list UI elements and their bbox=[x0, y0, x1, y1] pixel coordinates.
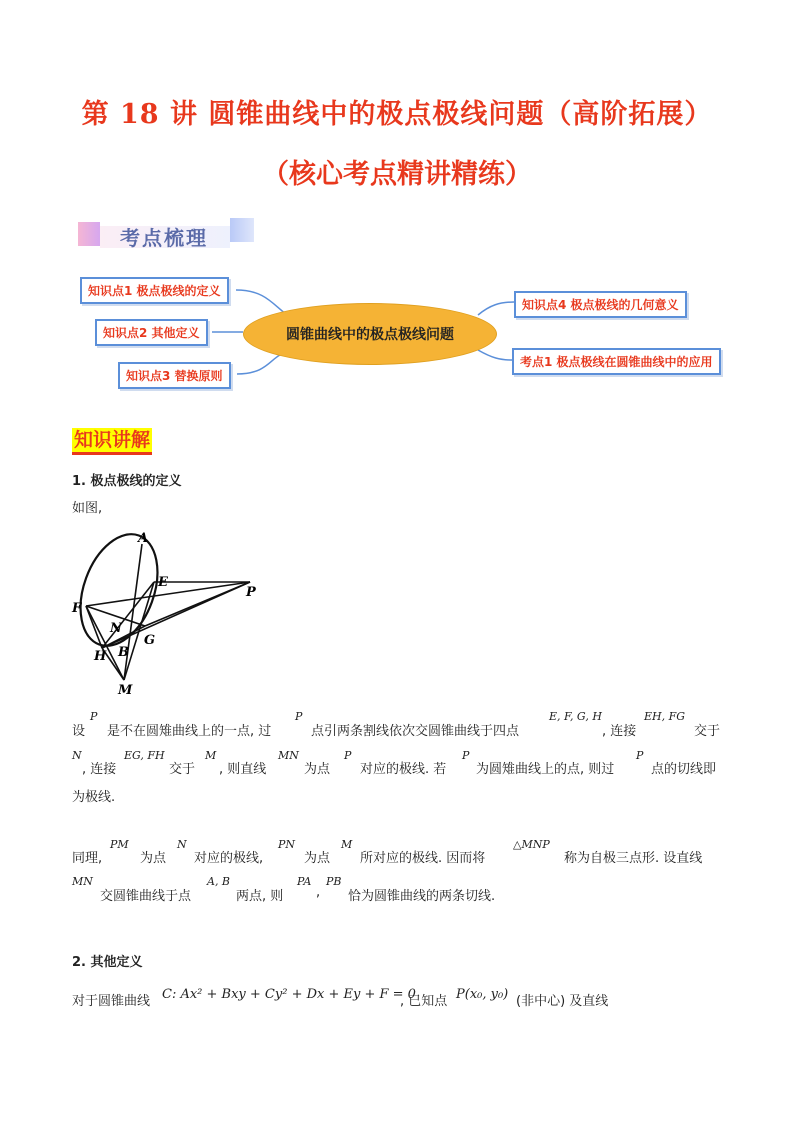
text: , 则直线 bbox=[219, 762, 267, 777]
label-H: H bbox=[94, 649, 107, 664]
text: , 连接 bbox=[602, 724, 637, 739]
text: (非中心) 及直线 bbox=[516, 994, 609, 1009]
text: 交圆锥曲线于点 bbox=[100, 889, 192, 904]
intro-text: 如图, bbox=[72, 501, 103, 516]
text: 为点 bbox=[304, 851, 331, 866]
conic-figure bbox=[66, 530, 266, 700]
math-PN: PN bbox=[278, 838, 296, 851]
text: 对应的极线. 若 bbox=[360, 762, 447, 777]
text: 对于圆锥曲线 bbox=[72, 994, 151, 1009]
section-banner bbox=[78, 218, 258, 252]
text: 为点 bbox=[140, 851, 167, 866]
math-P: P bbox=[90, 710, 98, 723]
math-PB: PB bbox=[326, 875, 342, 888]
text: , 已知点 bbox=[400, 994, 448, 1009]
math-EGFH: EG, FH bbox=[124, 749, 165, 762]
label-B: B bbox=[118, 645, 129, 660]
math-EFGH: E, F, G, H bbox=[549, 710, 602, 723]
mindmap-node-left-2: 知识点2 其他定义 bbox=[95, 319, 208, 346]
math-MN: MN bbox=[72, 875, 93, 888]
mindmap-node-right-2: 考点1 极点极线在圆锥曲线中的应用 bbox=[512, 348, 721, 375]
text: 交于 bbox=[694, 724, 721, 739]
label-G: G bbox=[144, 633, 156, 648]
text: 交于 bbox=[169, 762, 196, 777]
page-subtitle: （核心考点精讲精练） bbox=[262, 159, 532, 190]
label-F: F bbox=[72, 601, 82, 616]
text: , 连接 bbox=[82, 762, 117, 777]
math-MN: MN bbox=[278, 749, 299, 762]
heading-1: 1. 极点极线的定义 bbox=[72, 474, 182, 489]
mindmap-center bbox=[243, 303, 497, 365]
math-EHFG: EH, FG bbox=[644, 710, 686, 723]
mindmap-node-left-1: 知识点1 极点极线的定义 bbox=[80, 277, 229, 304]
text: 为极线. bbox=[72, 790, 116, 805]
para1-line1 bbox=[72, 720, 85, 739]
math-PM: PM bbox=[110, 838, 129, 851]
mindmap bbox=[0, 260, 794, 390]
label-P: P bbox=[246, 585, 256, 600]
math-PA: PA bbox=[297, 875, 312, 888]
text: 为点 bbox=[304, 762, 331, 777]
math-P: P bbox=[636, 749, 644, 762]
text: 对应的极线, bbox=[194, 851, 264, 866]
label-M: M bbox=[118, 683, 133, 698]
label-N: N bbox=[110, 621, 122, 636]
math-P: P bbox=[344, 749, 352, 762]
section-title: 知识讲解 bbox=[72, 428, 152, 455]
text: 恰为圆锥曲线的两条切线. bbox=[348, 889, 496, 904]
banner-label: 考点梳理 bbox=[120, 226, 208, 250]
text: 同理, bbox=[72, 851, 103, 866]
mindmap-node-right-1: 知识点4 极点极线的几何意义 bbox=[514, 291, 687, 318]
text: 两点, 则 bbox=[236, 889, 284, 904]
math-M: M bbox=[205, 749, 217, 762]
conic-equation: C: Ax² + Bxy + Cy² + Dx + Ey + F = 0 bbox=[162, 987, 416, 1002]
label-E: E bbox=[158, 575, 168, 590]
page-title: 第 18 讲 圆锥曲线中的极点极线问题（高阶拓展） bbox=[81, 99, 713, 130]
text: 设 bbox=[72, 724, 86, 739]
banner-stripe-right bbox=[230, 218, 254, 242]
mindmap-node-left-3: 知识点3 替换原则 bbox=[118, 362, 231, 389]
banner-stripe-left bbox=[78, 222, 100, 246]
math-P: P bbox=[462, 749, 470, 762]
math-N: N bbox=[177, 838, 187, 851]
heading-2: 2. 其他定义 bbox=[72, 955, 143, 970]
text: 所对应的极线. 因而将 bbox=[360, 851, 486, 866]
text: 称为自极三点形. 设直线 bbox=[564, 851, 703, 866]
text: 点的切线即 bbox=[651, 762, 717, 777]
math-MNP: △MNP bbox=[513, 838, 550, 851]
mindmap-center-label: 圆锥曲线中的极点极线问题 bbox=[286, 327, 454, 343]
text: , bbox=[316, 885, 321, 900]
label-A: A bbox=[138, 531, 149, 546]
math-N: N bbox=[72, 749, 82, 762]
text: 为圆雉曲线上的点, 则过 bbox=[476, 762, 615, 777]
text: 是不在圆雉曲线上的一点, 过 bbox=[107, 724, 272, 739]
math-M: M bbox=[341, 838, 353, 851]
math-point: P(x₀, y₀) bbox=[456, 987, 509, 1002]
math-AB: A, B bbox=[207, 875, 231, 888]
text: 点引两条割线依次交圆锥曲线于四点 bbox=[311, 724, 520, 739]
math-P: P bbox=[295, 710, 303, 723]
